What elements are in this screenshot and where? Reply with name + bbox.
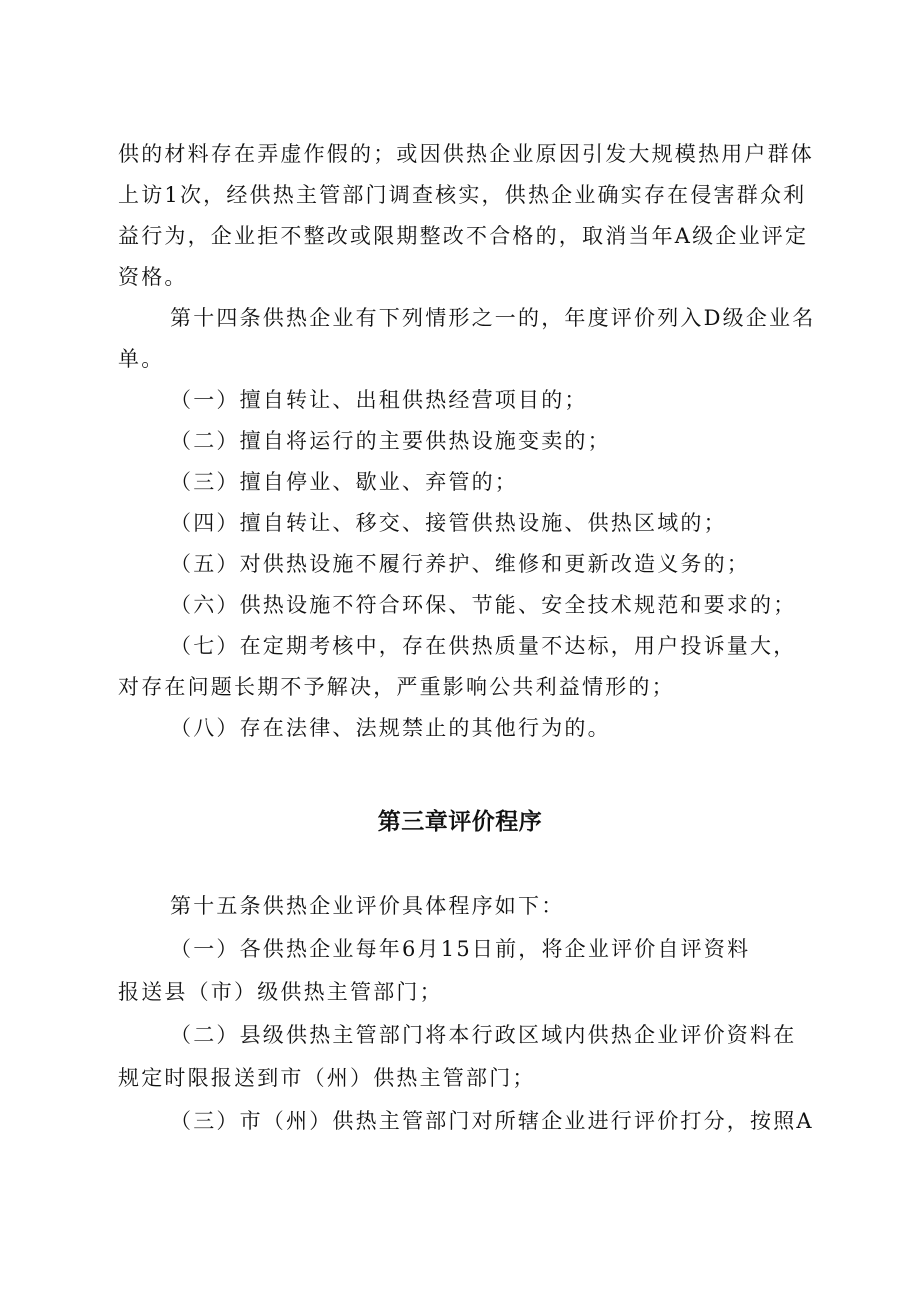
article14-item-7-line-2: 对存在问题长期不予解决，严重影响公共利益情形的； bbox=[118, 675, 675, 699]
article14-intro-line-2: 单。 bbox=[118, 347, 165, 371]
article13-line-4: 资格。 bbox=[118, 265, 188, 289]
article15-item-1-line-2: 报送县（市）级供热主管部门； bbox=[118, 980, 443, 1004]
article15-intro: 第十五条供热企业评价具体程序如下： bbox=[170, 894, 565, 918]
article14-item-3: （三）擅自停业、歇业、弃管的； bbox=[170, 470, 518, 494]
article13-line-1: 供的材料存在弄虚作假的；或因供热企业原因引发大规模热用户群体 bbox=[118, 142, 814, 166]
article14-item-7-line-1: （七）在定期考核中，存在供热质量不达标，用户投诉量大， bbox=[170, 634, 797, 658]
article14-item-2: （二）擅自将运行的主要供热设施变卖的； bbox=[170, 429, 611, 453]
article15-item-2-line-2: 规定时限报送到市（州）供热主管部门； bbox=[118, 1066, 536, 1090]
article14-item-8: （八）存在法律、法规禁止的其他行为的。 bbox=[170, 716, 611, 740]
article15-item-3-line-1: （三）市（州）供热主管部门对所辖企业进行评价打分，按照A bbox=[170, 1109, 814, 1133]
article14-item-6: （六）供热设施不符合环保、节能、安全技术规范和要求的； bbox=[170, 593, 797, 617]
article15-item-1-line-1: （一）各供热企业每年6月15日前，将企业评价自评资料 bbox=[170, 937, 751, 961]
article14-intro-line-1: 第十四条供热企业有下列情形之一的，年度评价列入D级企业名 bbox=[170, 306, 816, 330]
article13-line-3: 益行为，企业拒不整改或限期整改不合格的，取消当年A级企业评定 bbox=[118, 224, 809, 248]
article15-item-2-line-1: （二）县级供热主管部门将本行政区域内供热企业评价资料在 bbox=[170, 1023, 797, 1047]
article14-item-4: （四）擅自转让、移交、接管供热设施、供热区域的； bbox=[170, 511, 727, 535]
chapter-heading: 第三章评价程序 bbox=[377, 809, 543, 835]
article14-item-1: （一）擅自转让、出租供热经营项目的； bbox=[170, 388, 588, 412]
article13-line-2: 上访1次，经供热主管部门调查核实，供热企业确实存在侵害群众利 bbox=[118, 183, 807, 207]
article14-item-5: （五）对供热设施不履行养护、维修和更新改造义务的； bbox=[170, 552, 750, 576]
